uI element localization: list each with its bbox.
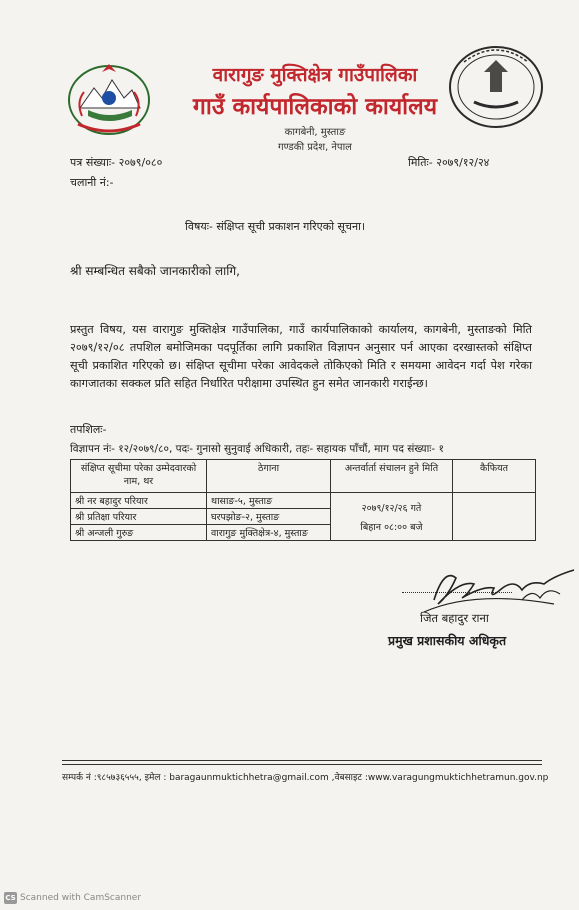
- table-header-row: [71, 460, 536, 493]
- letter-date: मितिः- २०७९/१२/२४: [408, 156, 490, 169]
- signatory-title: प्रमुख प्रशासकीय अधिकृत: [388, 633, 507, 648]
- candidate-name: श्री नर बहादुर परियार: [71, 493, 207, 509]
- column-header: कैफियत: [453, 460, 536, 493]
- interview-time: बिहान ०८:०० बजे: [360, 521, 423, 533]
- footer-rule: [62, 760, 542, 761]
- subject-line: विषयः- संक्षिप्त सूची प्रकाशन गरिएको सूचना।: [185, 220, 366, 233]
- dispatch-number: चलानी नं:-: [70, 176, 114, 189]
- candidate-address: घरपझोङ-२, मुस्ताङ: [207, 509, 331, 525]
- candidate-address: वारागुङ मुक्तिक्षेत्र-४, मुस्ताङ: [207, 525, 331, 541]
- table-row: [71, 493, 536, 509]
- reference-number: पत्र संख्याः- २०७९/०८०: [70, 156, 163, 169]
- address-line-1: कागबेनी, मुस्ताङ: [284, 127, 346, 138]
- remarks-cell: [453, 493, 536, 541]
- office-name: गाउँ कार्यपालिकाको कार्यालय: [192, 94, 438, 120]
- candidate-address: थासाङ-५, मुस्ताङ: [207, 493, 331, 509]
- column-header: अन्तर्वार्ता संचालन हुने मिति: [331, 460, 453, 493]
- signature-line: [402, 592, 512, 593]
- signatory-name: जित बहादुर राना: [420, 611, 489, 625]
- interview-schedule: [331, 493, 453, 541]
- salutation: श्री सम्बन्धित सबैको जानकारीको लागि,: [70, 264, 240, 278]
- details-label: तपशिलः-: [70, 423, 107, 436]
- candidate-name: श्री प्रतिक्षा परियार: [71, 509, 207, 525]
- nepal-emblem-icon: [62, 58, 156, 138]
- body-paragraph: प्रस्तुत विषय, यस वारागुङ मुक्तिक्षेत्र गाउँपालिका, गाउँ कार्यपालिकाको कार्यालय, कागबेनी, मुस्ताङको मिति २०७९/१२/०८ तपशिल बमोजिमका पदपूर्तिका लागि प्रकाशित विज्ञापन अनुसार पर्न आएका दरखास्तको संक्षिप्त सूची प्रकाशित गरिएको छ। संक्षिप्त सूचीमा परेका आवेदकले तोकिएको मिति र समयमा आवेदन गर्दा पेश गरेका कागजातका सक्कल प्रति सहित निर्धारित परीक्षामा उपस्थित हुन समेत जानकारी गराईन्छ।: [70, 323, 532, 390]
- municipality-name: वारागुङ मुक्तिक्षेत्र गाउँपालिका: [212, 64, 418, 86]
- scanner-watermark: [4, 892, 141, 904]
- address-line-2: गण्डकी प्रदेश, नेपाल: [278, 142, 352, 153]
- advertisement-line: विज्ञापन नंः- १२/२०७९/८०, पदः- गुनासो सुनुवाई अधिकारी, तहः- सहायक पाँचौं, माग पद संख्याः- १: [70, 443, 445, 455]
- column-header: संक्षिप्त सूचीमा परेका उम्मेदवारको नाम, थर: [71, 460, 207, 493]
- contact-footer: सम्पर्क नं :९८५७३६५५५, इमेल : baragaunmuktichhetra@gmail.com ,वेबसाइट :www.varagungmuktichhetramun.gov.np: [62, 773, 549, 783]
- interview-date: २०७९/१२/२६ गते: [361, 502, 422, 514]
- camscanner-icon: CS: [5, 894, 16, 902]
- office-stamp: [444, 42, 548, 132]
- column-header: ठेगाना: [207, 460, 331, 493]
- candidate-name: श्री अन्जली गुरुङ: [71, 525, 207, 541]
- footer-rule: [62, 764, 542, 765]
- scanner-text: Scanned with CamScanner: [20, 893, 142, 903]
- shortlist-table: [70, 459, 536, 541]
